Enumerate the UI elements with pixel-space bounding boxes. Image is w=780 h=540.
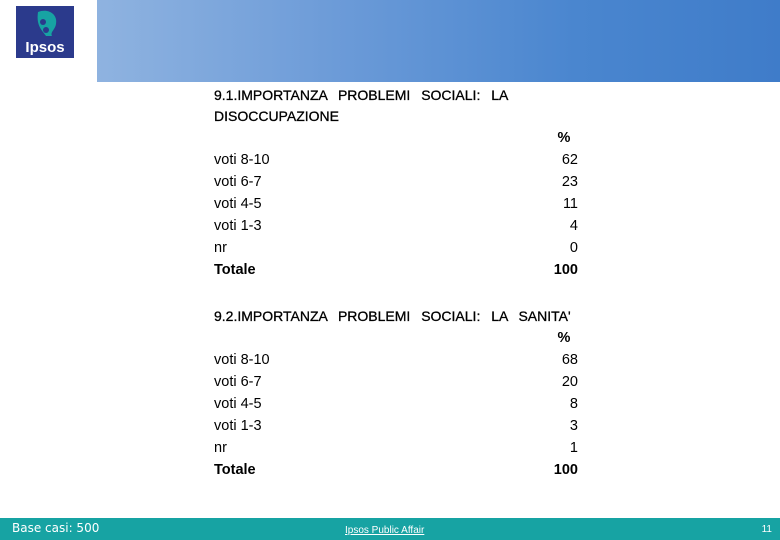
table-row xyxy=(214,393,582,415)
row-label: voti 4-5 xyxy=(214,196,262,212)
total-label: Totale xyxy=(214,262,256,278)
table-header-row xyxy=(214,127,582,149)
row-value: 1 xyxy=(569,440,578,456)
row-label: nr xyxy=(214,440,227,456)
total-value: 100 xyxy=(553,462,578,478)
row-value: 11 xyxy=(562,196,578,212)
table-disoccupazione xyxy=(214,85,582,281)
row-label: voti 6-7 xyxy=(214,174,262,190)
table-row xyxy=(214,349,582,371)
row-value: 0 xyxy=(569,240,578,256)
footer-link[interactable]: Ipsos Public Affair xyxy=(345,525,425,536)
table-title: 9.2.IMPORTANZA PROBLEMI SOCIALI: LA SANITA' xyxy=(214,308,571,324)
ipsos-logo xyxy=(16,6,74,58)
table-title: 9.1.IMPORTANZA PROBLEMI SOCIALI: LA DISOCCUPAZIONE xyxy=(214,87,508,124)
page-number: 11 xyxy=(761,524,772,535)
table-header-row xyxy=(214,327,582,349)
row-value: 3 xyxy=(569,418,578,434)
row-value: 62 xyxy=(561,152,578,168)
table-row xyxy=(214,171,582,193)
row-value: 8 xyxy=(569,396,578,412)
row-label: voti 4-5 xyxy=(214,396,262,412)
total-label: Totale xyxy=(214,462,256,478)
row-value: 4 xyxy=(569,218,578,234)
percent-header: % xyxy=(557,130,571,146)
total-value: 100 xyxy=(553,262,578,278)
row-label: voti 8-10 xyxy=(214,352,270,368)
row-value: 20 xyxy=(561,374,578,390)
row-label: voti 6-7 xyxy=(214,374,262,390)
logo-area xyxy=(0,0,92,82)
table-row xyxy=(214,371,582,393)
row-label: nr xyxy=(214,240,227,256)
percent-header: % xyxy=(557,330,571,346)
row-label: voti 8-10 xyxy=(214,152,270,168)
table-sanita xyxy=(214,306,582,481)
slide-footer xyxy=(0,518,780,540)
slide-header xyxy=(0,0,780,82)
table-row xyxy=(214,237,582,259)
header-gradient-band xyxy=(97,0,780,82)
row-label: voti 1-3 xyxy=(214,218,262,234)
table-row xyxy=(214,149,582,171)
table-total-row xyxy=(214,259,582,281)
logo-text: Ipsos xyxy=(25,39,65,56)
base-count-label: Base casi: 500 xyxy=(12,521,100,535)
table-total-row xyxy=(214,459,582,481)
table-row xyxy=(214,215,582,237)
row-value: 23 xyxy=(561,174,578,190)
table-row xyxy=(214,193,582,215)
row-value: 68 xyxy=(561,352,578,368)
table-row xyxy=(214,415,582,437)
row-label: voti 1-3 xyxy=(214,418,262,434)
table-row xyxy=(214,437,582,459)
